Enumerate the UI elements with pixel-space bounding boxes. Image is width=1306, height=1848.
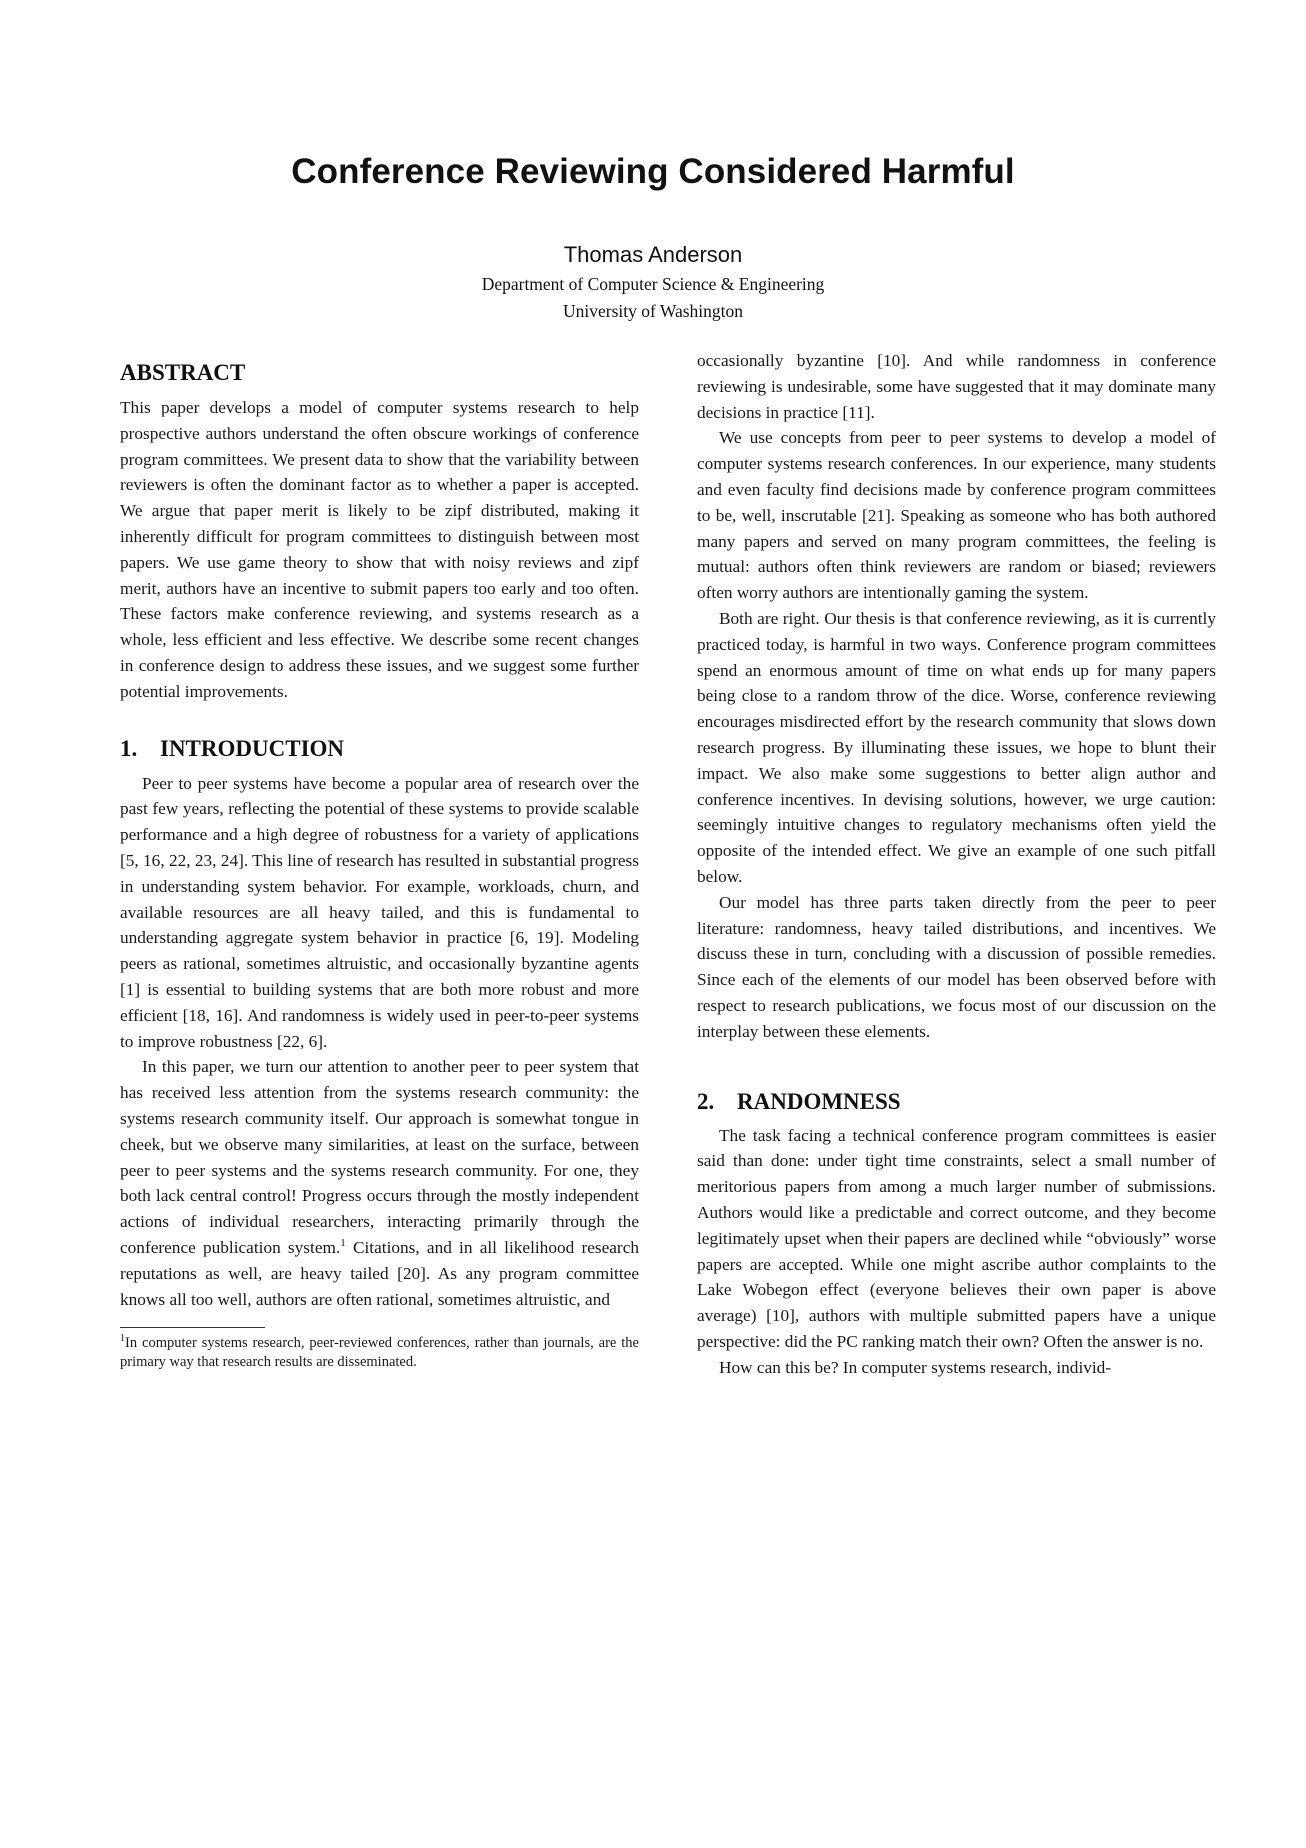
randomness-section-number: 2. [697, 1088, 715, 1114]
intro-paragraph-1: Peer to peer systems have become a popular area of research over the past few years, reflecting the potential of these systems to provide scalable performance and a high degree of robustness for a variety of applications [5, 16, 22, 23, 24]. This line of research has resulted in substantial progress in understanding system behavior. For example, workloads, churn, and available resources are all heavy tailed, and this is fundamental to understanding aggregate system behavior in practice [6, 19]. Modeling peers as rational, sometimes altruistic, and occasionally byzantine agents [1] is essential to building systems that are both more robust and more efficient [18, 16]. And randomness is widely used in peer-to-peer systems to improve robustness [22, 6]. [120, 773, 639, 1051]
abstract-text: This paper develops a model of computer systems research to help prospective authors understand the often obscure workings of conference program committees. We present data to show that the variability between reviewers is often the dominant factor as to whether a paper is accepted. We argue that paper merit is likely to be zipf distributed, making it inherently difficult for program committees to distinguish between most papers. We use game theory to show that with noisy reviews and zipf merit, authors have an incentive to submit papers too early and too often. These factors make conference reviewing, and systems research as a whole, less efficient and less effective. We describe some recent changes in conference design to address these issues, and we suggest some further potential improvements. [120, 398, 639, 701]
paper-title: Conference Reviewing Considered Harmful [291, 152, 1015, 191]
intro-paragraph-2-part-a: In this paper, we turn our attention to another peer to peer system that has received less attention from the systems research community: the systems research community itself. Our approach is somewhat tongue in cheek, but we observe many similarities, at least on the surface, between peer to peer systems and the systems research community. For one, they both lack central control! Progress occurs through the mostly independent actions of individual researchers, interacting primarily through the conference publication system. [120, 1057, 639, 1257]
intro-heading [120, 736, 639, 762]
author-name: Thomas Anderson [563, 242, 743, 267]
intro-continuation: occasionally byzantine [10]. And while randomness in conference reviewing is undesirable, some have suggested that it may dominate many decisions in practice [11]. [697, 351, 1216, 422]
intro-heading-text: INTRODUCTION [160, 735, 345, 761]
intro-paragraph-4: Both are right. Our thesis is that conference reviewing, as it is currently practiced today, is harmful in two ways. Conference program committees spend an enormous amount of time on what ends up for many papers being close to a random throw of the dice. Worse, conference reviewing encourages misdirected effort by the research community that slows down research progress. By illuminating these issues, we hope to blunt their impact. We also make some suggestions to better align author and conference incentives. In devising solutions, however, we urge caution: seemingly intuitive changes to regulatory mechanisms often yield the opposite of the intended effect. We give an example of one such pitfall below. [697, 608, 1216, 886]
randomness-heading-text: RANDOMNESS [737, 1088, 901, 1114]
footnote-text: In computer systems research, peer-reviewed conferences, rather than journals, are the primary way that research results are disseminated. [120, 1335, 639, 1371]
footnote-divider [120, 1327, 265, 1328]
intro-paragraph-3: We use concepts from peer to peer systems to develop a model of computer systems research conferences. In our experience, many students and even faculty find decisions made by conference program committees to be, well, inscrutable [21]. Speaking as someone who has both authored many papers and served on many program committees, the feeling is mutual: authors often think reviewers are random or biased; reviewers often worry authors are intentionally gaming the system. [697, 428, 1216, 603]
footnote-mark: 1 [120, 1333, 125, 1345]
left-column [120, 360, 639, 1372]
footnote [120, 1334, 639, 1372]
randomness-paragraph-1: The task facing a technical conference program committees is easier said than done: under tight time constraints, select a small number of meritorious papers from among a much larger number of submissions. Authors would like a predictable and correct outcome, and they become legitimately upset when their papers are declined while “obviously” worse papers are accepted. While one might ascribe author complaints to the Lake Wobegon effect (everyone believes their own paper is above average) [10], authors with multiple submitted papers have a unique perspective: did the PC ranking match their own? Often the answer is no. [697, 1125, 1216, 1351]
affiliation-department: Department of Computer Science & Engineering [481, 274, 825, 294]
footnote-reference: 1 [340, 1237, 346, 1250]
intro-paragraph-2 [120, 1054, 639, 1312]
randomness-paragraph-2: How can this be? In computer systems research, individ- [719, 1357, 1112, 1377]
affiliation-university: University of Washington [562, 301, 744, 321]
abstract-heading: ABSTRACT [120, 360, 246, 385]
randomness-heading [697, 1089, 1216, 1115]
right-column [697, 348, 1216, 1380]
intro-paragraph-2-part-b: Citations, and in all likelihood research reputations as well, are heavy tailed [20]. As any program committee knows all too well, authors are often rational, sometimes altruistic, and [120, 1237, 640, 1309]
intro-section-number: 1. [120, 735, 138, 761]
intro-paragraph-5: Our model has three parts taken directly from the peer to peer literature: randomness, heavy tailed distributions, and incentives. We discuss these in turn, concluding with a discussion of possible remedies. Since each of the elements of our model has been observed before with respect to research publications, we focus most of our discussion on the interplay between these elements. [697, 892, 1216, 1041]
